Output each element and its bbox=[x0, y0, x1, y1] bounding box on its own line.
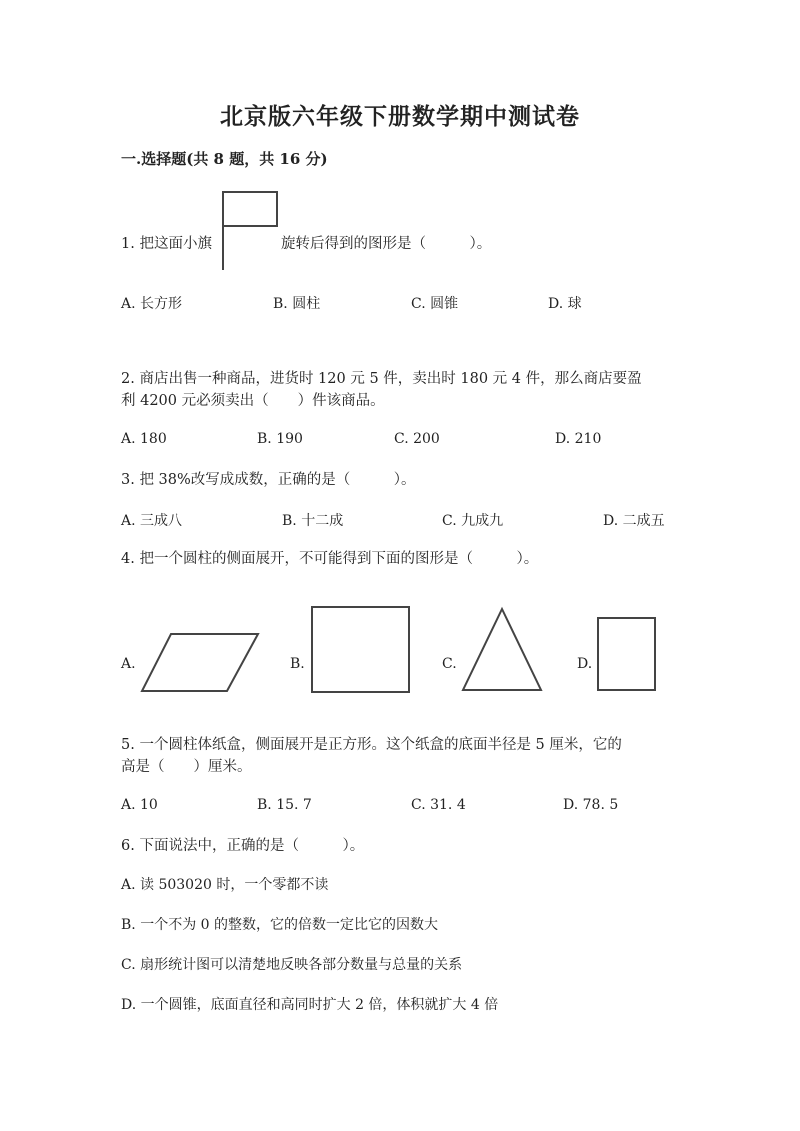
question-4-stem: 4. 把一个圆柱的侧面展开，不可能得到下面的图形是（ ）。 bbox=[121, 551, 539, 567]
question-5-stem-line1: 5. 一个圆柱体纸盒，侧面展开是正方形。这个纸盒的底面半径是 5 厘米，它的 bbox=[121, 737, 622, 753]
question-1-stem-after: 旋转后得到的图形是（ ）。 bbox=[281, 236, 492, 252]
question-1-option-d[interactable]: D. 球 bbox=[548, 296, 582, 312]
section-heading: 一.选择题(共 8 题，共 16 分) bbox=[121, 150, 328, 168]
question-5-option-d[interactable]: D. 78. 5 bbox=[563, 797, 619, 813]
question-3-option-b[interactable]: B. 十二成 bbox=[282, 513, 344, 529]
question-6-stem: 6. 下面说法中，正确的是（ ）。 bbox=[121, 838, 365, 854]
page-title: 北京版六年级下册数学期中测试卷 bbox=[220, 103, 580, 130]
question-2-option-d[interactable]: D. 210 bbox=[555, 431, 602, 447]
question-2-option-b[interactable]: B. 190 bbox=[257, 431, 303, 447]
question-5-option-a[interactable]: A. 10 bbox=[121, 797, 158, 813]
question-1-option-a[interactable]: A. 长方形 bbox=[121, 296, 183, 312]
question-5-stem-line2: 高是（ ）厘米。 bbox=[121, 759, 252, 775]
question-6-option-a[interactable]: A. 读 503020 时，一个零都不读 bbox=[121, 877, 329, 893]
question-5-option-c[interactable]: C. 31. 4 bbox=[411, 797, 466, 813]
question-3-option-c[interactable]: C. 九成九 bbox=[442, 513, 504, 529]
question-6-option-b[interactable]: B. 一个不为 0 的整数，它的倍数一定比它的因数大 bbox=[121, 917, 438, 933]
question-4-option-d[interactable]: D. bbox=[577, 656, 593, 672]
question-4-option-c[interactable]: C. bbox=[442, 656, 457, 672]
question-6-option-c[interactable]: C. 扇形统计图可以清楚地反映各部分数量与总量的关系 bbox=[121, 957, 463, 973]
question-3-option-d[interactable]: D. 二成五 bbox=[603, 513, 665, 529]
question-4-option-b[interactable]: B. bbox=[290, 656, 305, 672]
parallelogram-figure bbox=[138, 630, 262, 696]
rectangle-figure bbox=[595, 615, 659, 693]
question-6-option-d[interactable]: D. 一个圆锥，底面直径和高同时扩大 2 倍，体积就扩大 4 倍 bbox=[121, 997, 499, 1013]
question-2-stem-line2: 利 4200 元必须卖出（ ）件该商品。 bbox=[121, 393, 385, 409]
flag-figure bbox=[217, 190, 281, 274]
square-figure bbox=[309, 604, 413, 694]
question-2-option-c[interactable]: C. 200 bbox=[394, 431, 440, 447]
question-4-option-a[interactable]: A. bbox=[121, 656, 136, 672]
question-2-option-a[interactable]: A. 180 bbox=[121, 431, 167, 447]
question-5-option-b[interactable]: B. 15. 7 bbox=[257, 797, 312, 813]
question-3-stem: 3. 把 38%改写成成数，正确的是（ ）。 bbox=[121, 472, 416, 488]
question-2-stem-line1: 2. 商店出售一种商品，进货时 120 元 5 件，卖出时 180 元 4 件，那么商店要盈 bbox=[121, 371, 642, 387]
question-1-option-c[interactable]: C. 圆锥 bbox=[411, 296, 459, 312]
question-3-option-a[interactable]: A. 三成八 bbox=[121, 513, 183, 529]
triangle-figure bbox=[459, 605, 545, 694]
question-1-stem-before: 1. 把这面小旗 bbox=[121, 236, 212, 252]
question-1-option-b[interactable]: B. 圆柱 bbox=[273, 296, 321, 312]
